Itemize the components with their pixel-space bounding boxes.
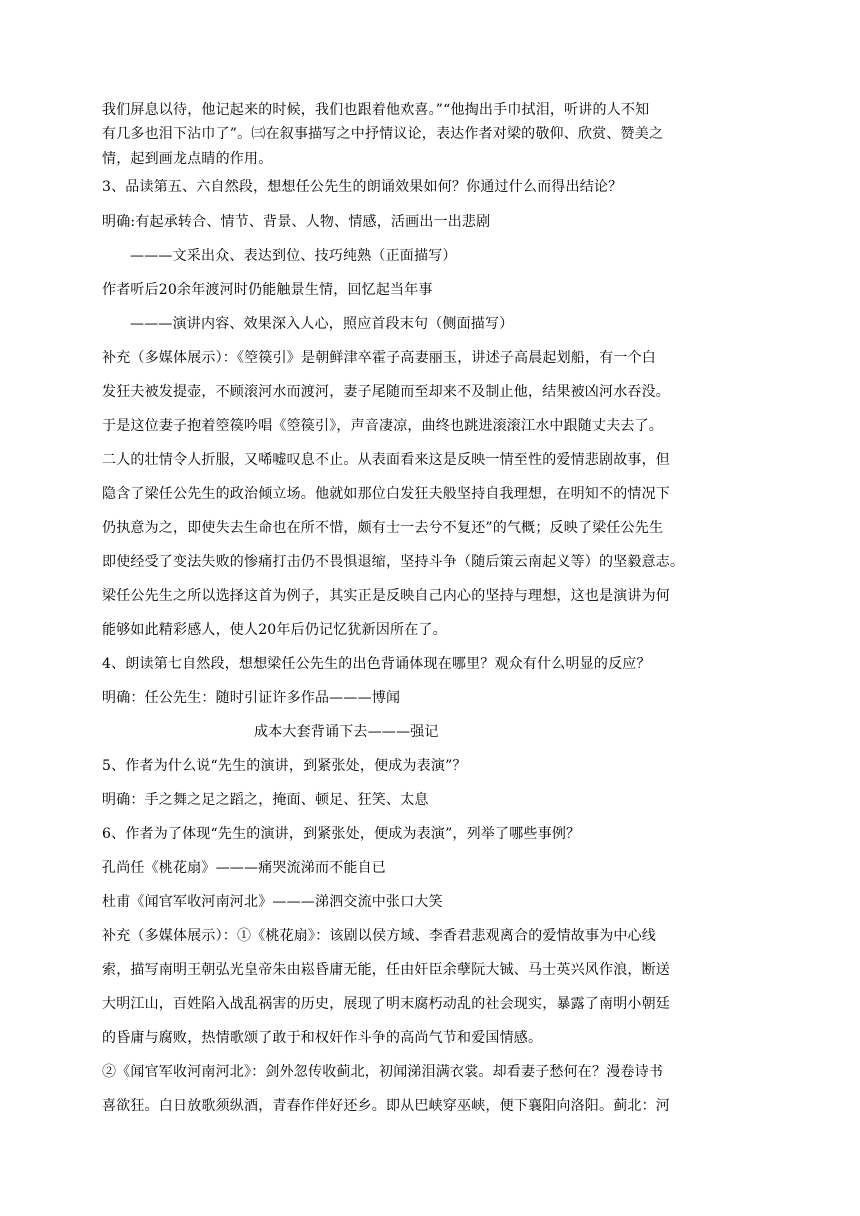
text-line: 有几多也泪下沾巾了”。㈢在叙事描写之中抒情议论，表达作者对梁的敬仰、欣赏、赞美之: [102, 126, 664, 142]
text-line: 杜甫《闻官军收河南河北》———涕泗交流中张口大笑: [102, 894, 443, 910]
text-line: 明确：任公先生：随时引证许多作品———博闻: [102, 690, 401, 706]
text-line: 隐含了梁任公先生的政治倾立场。他就如那位白发狂夫般坚持自我理想，在明知不的情况下: [102, 486, 670, 502]
text-line: 成本大套背诵下去———强记: [254, 724, 439, 740]
text-line: 大明江山，百姓陷入战乱祸害的历史，展现了明末腐朽动乱的社会现实，暴露了南明小朝廷: [102, 996, 670, 1012]
text-line: 情，起到画龙点睛的作用。: [102, 151, 273, 167]
text-line: 作者听后20余年渡河时仍能触景生情，回忆起当年事: [102, 282, 433, 298]
text-line: 补充（多媒体展示）：①《桃花扇》：该剧以侯方域、李香君悲观离合的爱情故事为中心线: [102, 928, 656, 944]
text-line: ———文采出众、表达到位、技巧纯熟（正面描写）: [130, 248, 457, 264]
text-line: 明确：手之舞之足之蹈之，掩面、顿足、狂笑、太息: [102, 792, 429, 808]
text-line: 喜欲狂。白日放歌须纵酒，青春作伴好还乡。即从巴峡穿巫峡，便下襄阳向洛阳。蓟北：河: [102, 1098, 670, 1114]
text-line: 即使经受了变法失败的惨痛打击仍不畏惧退缩，坚持斗争（随后策云南起义等）的坚毅意志。: [102, 554, 685, 570]
question-heading: 5、作者为什么说“先生的演讲，到紧张处，便成为表演”？: [102, 758, 467, 774]
text-line: 明确:有起承转合、情节、背景、人物、情感，活画出一出悲剧: [102, 214, 491, 230]
text-line: 二人的壮情令人折服，又唏嘘叹息不止。从表面看来这是反映一情至性的爱情悲剧故事，但: [102, 452, 670, 468]
text-line: 于是这位妻子抱着箜篌吟唱《箜篌引》，声音凄凉，曲终也跳进滚滚江水中跟随丈夫去了。: [102, 418, 663, 434]
text-line: 的昏庸与腐败，热情歌颂了敢于和权奸作斗争的高尚气节和爱国情感。: [102, 1030, 543, 1046]
text-line: ———演讲内容、效果深入人心，照应首段末句（侧面描写）: [130, 316, 514, 332]
text-line: 孔尚任《桃花扇》———痛哭流涕而不能自已: [102, 860, 386, 876]
text-line: 仍执意为之，即使失去生命也在所不惜，颇有士一去兮不复还”的气概；反映了梁任公先生: [102, 520, 664, 536]
text-line: 补充（多媒体展示）：《箜篌引》是朝鲜津卒霍子高妻丽玉，讲述子高晨起划船，有一个白: [102, 350, 656, 366]
question-heading: 4、朗读第七自然段，想想梁任公先生的出色背诵体现在哪里？观众有什么明显的反应？: [102, 656, 651, 672]
text-line: 索，描写南明王朝弘光皇帝朱由崧昏庸无能，任由奸臣余孽阮大铖、马士英兴风作浪，断送: [102, 962, 670, 978]
text-line: ②《闻官军收河南河北》：剑外忽传收蓟北，初闻涕泪满衣裳。却看妻子愁何在？漫卷诗书: [102, 1064, 663, 1080]
question-heading: 6、作者为了体现“先生的演讲，到紧张处，便成为表演”，列举了哪些事例？: [102, 826, 581, 842]
text-line: 我们屏息以待，他记起来的时候，我们也跟着他欢喜。”“他掏出手巾拭泪，听讲的人不知: [102, 102, 650, 118]
text-line: 梁任公先生之所以选择这首为例子，其实正是反映自己内心的坚持与理想，这也是演讲为何: [102, 588, 670, 604]
question-heading: 3、品读第五、六自然段，想想任公先生的朗诵效果如何？你通过什么而得出结论？: [102, 179, 623, 195]
text-line: 能够如此精彩感人，使人20年后仍记忆犹新因所在了。: [102, 622, 447, 638]
text-line: 发狂夫被发提壶，不顾滚河水而渡河，妻子尾随而至却来不及制止他，结果被凶河水吞没。: [102, 384, 670, 400]
